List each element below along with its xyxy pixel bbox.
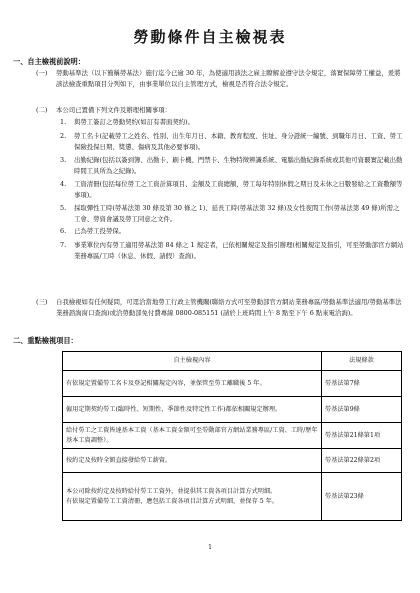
row-law: 勞基法第7條 (322, 371, 402, 397)
intro-paragraph-2 (36, 105, 404, 117)
list-number: 5. (60, 204, 67, 212)
intro-paragraph-3 (36, 297, 404, 333)
list-text: 事業單位內有勞工適用勞基法第 84 條之 1 規定者，已依相關規定及指引辦理(相關規定及指引，可至勞動部官方網站業務專區/工時（休息、休假、請假）查詢)。 (74, 241, 404, 261)
table-row (63, 397, 402, 423)
row-content: 按約定及按時全額直接發給勞工薪資。 (63, 449, 322, 473)
list-text: 出勤紀錄(包括以簽到簿、出勤卡、刷卡機、門禁卡、生物特徵辨識系統、電腦出勤紀錄系統或其他可資覈實記載出勤時間工具所為之紀錄)。 (74, 156, 403, 176)
section-1-heading: 一、自主檢視前說明： (13, 57, 85, 66)
item-text: 勞動基準法（以下簡稱勞基法）施行迄今已逾 30 年，為使適用該法之雇主瞭解並遵守法令規定，落實保障勞工權益，爰將該法檢查重點項目分列如下，由事業單位以自主管理方式，檢視是否符合法令規定。 (56, 69, 401, 89)
table-row (63, 371, 402, 397)
row-content: 本公司除按約定及按時給付勞工工資外，並提供其工資各項目計算方式明細。 有依規定置備勞工工資清冊，應包括工資各項目計算方式明細，並保存 5 年。 (63, 473, 322, 521)
list-text: 勞工名卡(記載勞工之姓名、性別、出生年月日、本籍、教育程度、住址、身分證統一編號、到職年月日、工資、勞工保險投保日期、獎懲、傷病及其他必要事項)。 (74, 132, 403, 152)
column-header-content: 自主檢視內容 (63, 352, 322, 371)
intro-paragraph-1 (36, 68, 404, 104)
list-number: 2. (60, 132, 67, 140)
list-text: 與勞工簽訂之勞動契約(如訂有書面契約)。 (74, 118, 195, 126)
page-title: 勞動條件自主檢視表 (133, 28, 287, 46)
table-row (63, 449, 402, 473)
table-row (63, 423, 402, 449)
section-2-heading: 二、重點檢視項目： (13, 336, 78, 345)
item-text: 本公司已置備下列文件及辦理相關事項： (56, 106, 172, 114)
list-text: 採取彈性工時(勞基法第 30 條及第 30 條之 1)、延長工時(勞基法第 32 條)及女性夜間工作(勞基法第 49 條)所需之工會、勞資會議及勞工同意之文件。 (74, 204, 400, 224)
list-text: 已為勞工投勞保。 (74, 227, 126, 235)
row-content: 有依規定置備勞工名卡及登記相關規定內容，並保管至勞工離職後 5 年。 (63, 371, 322, 397)
row-law: 勞基法第23條 (322, 473, 402, 521)
row-content: 給付勞工之工資皆達基本工資（基本工資金額可至勞動部官方網站業務專區/工資、工時/歷年基本工資調整）。 (63, 423, 322, 449)
list-number: 4. (60, 180, 67, 188)
item-mark: (三) (36, 298, 48, 306)
row-law: 勞基法第9條 (322, 397, 402, 423)
table-row (63, 473, 402, 521)
table-header-row (63, 352, 402, 371)
item-mark: (二) (36, 106, 48, 114)
item-mark: (一) (36, 69, 48, 77)
list-text: 工資清冊(包括每位勞工之工資計算項目、金額及工資總額，勞工每年特別休假之期日及未休之日數發給之工資數額等事項)。 (74, 180, 403, 200)
row-content: 僱用定期契約勞工(臨時性、短期性、季節性及特定性工作)都依相關規定辦理。 (63, 397, 322, 423)
row-law: 勞基法第22條第2項 (322, 449, 402, 473)
page-number: 1 (208, 544, 212, 551)
row-law: 勞基法第21條第1項 (322, 423, 402, 449)
list-number: 3. (60, 156, 67, 164)
column-header-law: 法規條款 (322, 352, 402, 371)
list-number: 1. (60, 118, 67, 126)
list-number: 7. (60, 241, 67, 249)
list-number: 6. (60, 227, 67, 235)
item-text: 自我檢視如有任何疑問，可逕洽當地勞工行政主管機關(聯絡方式可至勞動部官方網站業務專區/勞動基準法適用/勞動基準法業務諮詢窗口查詢)或洽勞動部免付費專線 0800-085151 (請於上班時間上午 8 點至下午 6 點來電洽詢)。 (56, 298, 402, 318)
checklist-table (62, 351, 402, 521)
